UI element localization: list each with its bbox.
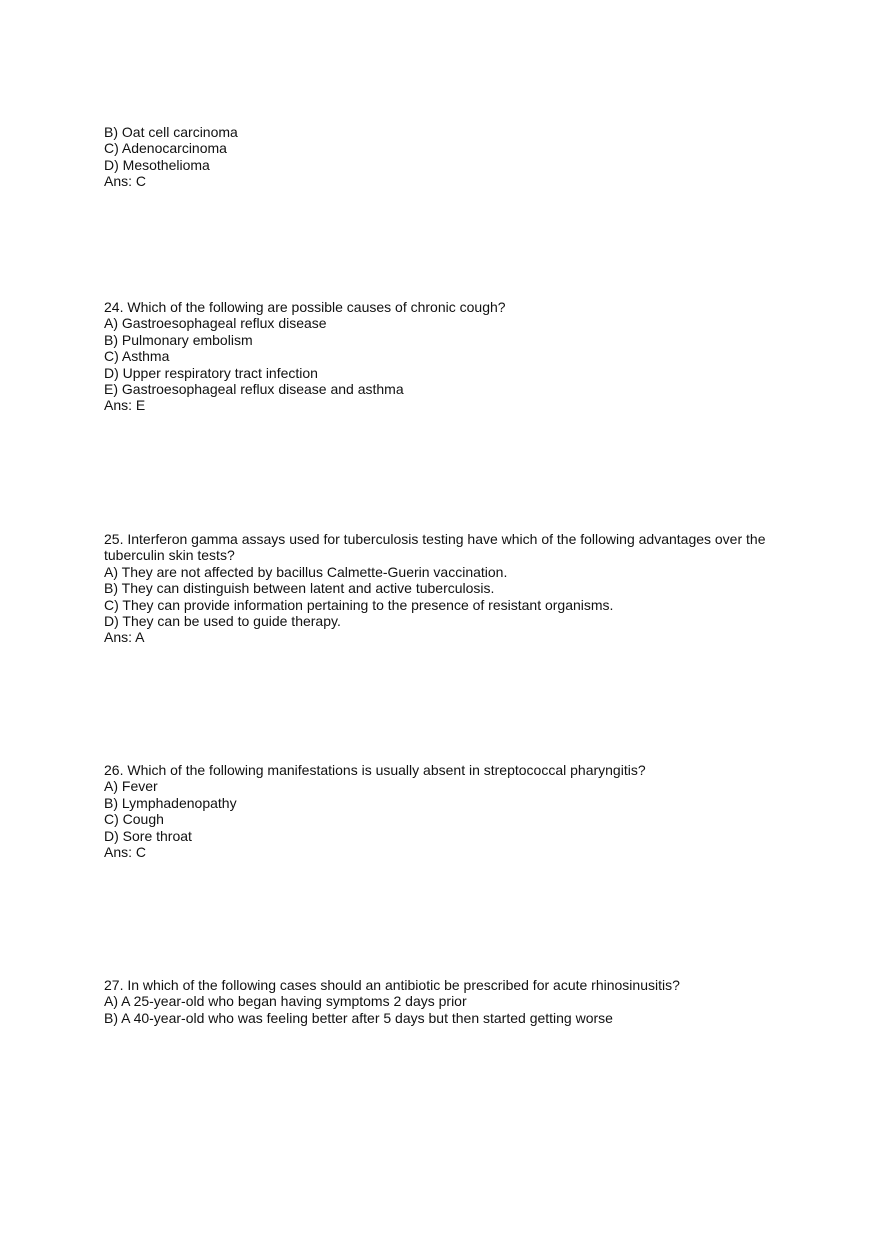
answer: Ans: A <box>104 629 145 646</box>
option: A) A 25-year-old who began having symptoms 2 days prior <box>104 993 467 1010</box>
option: B) A 40-year-old who was feeling better after 5 days but then started getting worse <box>104 1009 613 1026</box>
option: C) Cough <box>104 811 164 828</box>
option: D) Upper respiratory tract infection <box>104 364 318 381</box>
option: D) They can be used to guide therapy. <box>104 613 341 630</box>
option: E) Gastroesophageal reflux disease and asthma <box>104 381 404 398</box>
answer: Ans: E <box>104 397 146 414</box>
option: A) They are not affected by bacillus Calmette-Guerin vaccination. <box>104 563 508 580</box>
question-24 <box>104 299 784 414</box>
question-stem: 25. Interferon gamma assays used for tuberculosis testing have which of the following advantages over the tuberculin skin tests? <box>104 531 766 564</box>
answer: Ans: C <box>104 173 147 190</box>
question-25 <box>104 531 784 646</box>
question-stem: 27. In which of the following cases should an antibiotic be prescribed for acute rhinosinusitis? <box>104 977 680 993</box>
question-stem: 26. Which of the following manifestations is usually absent in streptococcal pharyngitis? <box>104 762 646 778</box>
option: C) Adenocarcinoma <box>104 140 227 157</box>
option: D) Sore throat <box>104 827 192 844</box>
answer: Ans: C <box>104 844 147 861</box>
option: C) Asthma <box>104 348 170 365</box>
question-27 <box>104 977 784 1026</box>
option: A) Fever <box>104 778 158 795</box>
question-26 <box>104 762 784 860</box>
question-23-continued <box>104 124 784 190</box>
option: D) Mesothelioma <box>104 156 210 173</box>
question-stem: 24. Which of the following are possible causes of chronic cough? <box>104 299 506 315</box>
option: A) Gastroesophageal reflux disease <box>104 315 327 332</box>
option: B) Pulmonary embolism <box>104 331 253 348</box>
option: C) They can provide information pertaining to the presence of resistant organisms. <box>104 596 614 613</box>
option: B) Lymphadenopathy <box>104 794 237 811</box>
option: B) Oat cell carcinoma <box>104 124 238 140</box>
option: B) They can distinguish between latent and active tuberculosis. <box>104 580 495 597</box>
